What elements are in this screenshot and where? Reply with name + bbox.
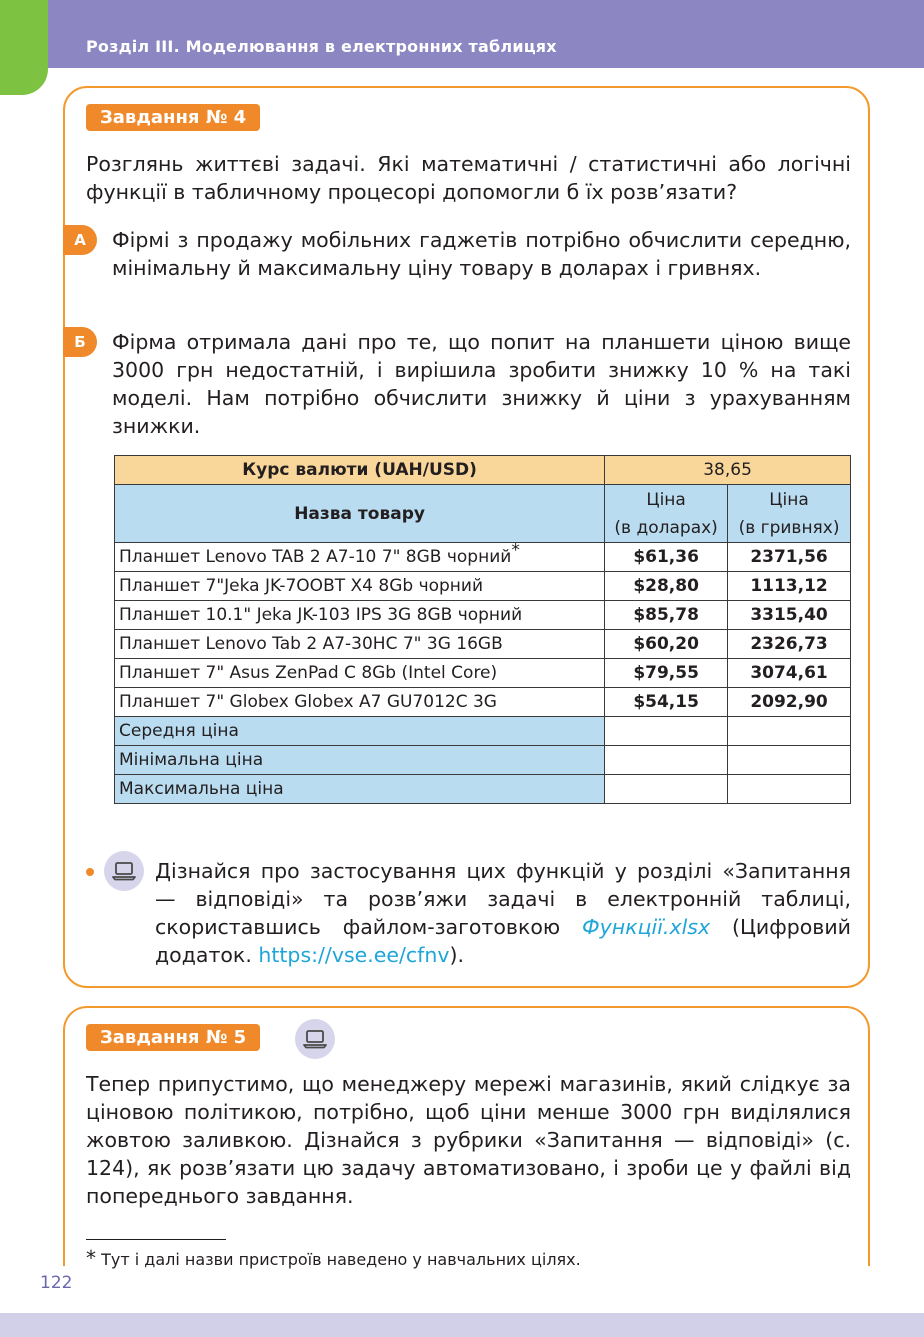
col-usd-header-line2: (в доларах) — [614, 517, 718, 538]
task4-intro: Розглянь життєві задачі. Які математичні / статистичні або логічні функції в табличному процесорі допомогли б їх розв’язати? — [86, 152, 851, 204]
price-usd: $60,20 — [605, 630, 728, 659]
summary-uah-max — [728, 775, 851, 804]
table-row — [115, 543, 851, 572]
price-uah: 2371,56 — [728, 543, 851, 572]
url-link[interactable]: https://vse.ee/cfnv — [258, 943, 450, 967]
summary-usd-average — [605, 717, 728, 746]
item-b-text: Фірма отримала дані про те, що попит на планшети ціною вище 3000 грн недостатній, і вирішила зробити знижку 10 % на такі моделі. Нам потрібно обчислити знижку й ціни з урахуванням знижки. — [112, 330, 851, 438]
table-row — [115, 601, 851, 630]
price-usd: $85,78 — [605, 601, 728, 630]
footnote — [86, 1246, 581, 1270]
summary-label-average: Середня ціна — [115, 717, 605, 746]
product-name: Планшет Lenovo Tab 2 A7-30HC 7" 3G 16GB — [115, 630, 605, 659]
footnote-divider — [86, 1239, 226, 1240]
summary-row-average — [115, 717, 851, 746]
summary-uah-average — [728, 717, 851, 746]
product-name: Планшет 7" Asus ZenPad C 8Gb (Intel Core) — [115, 659, 605, 688]
col-name-header: Назва товару — [115, 485, 605, 543]
summary-usd-max — [605, 775, 728, 804]
summary-row-max — [115, 775, 851, 804]
price-uah: 2092,90 — [728, 688, 851, 717]
bullet-text — [155, 857, 851, 969]
col-uah-header-line1: Ціна — [769, 489, 809, 510]
laptop-icon — [104, 851, 144, 891]
price-table — [114, 455, 851, 804]
item-a-text: Фірмі з продажу мобільних гаджетів потрібно обчислити середню, мінімальну й максимальну ціну товару в доларах і гривнях. — [112, 228, 851, 280]
footnote-mark: * — [511, 540, 520, 561]
header-bar — [0, 0, 924, 68]
bullet-dot — [86, 868, 94, 876]
laptop-icon — [295, 1019, 335, 1059]
page-number: 122 — [40, 1273, 73, 1293]
footnote-star: * — [86, 1246, 96, 1270]
summary-usd-min — [605, 746, 728, 775]
product-name: Планшет 10.1" Jeka JK-103 IPS 3G 8GB чорний — [115, 601, 605, 630]
task5-label: Завдання № 5 — [86, 1024, 260, 1051]
rate-label: Курс валюти (UAH/USD) — [115, 456, 605, 485]
price-usd: $28,80 — [605, 572, 728, 601]
col-usd-header — [605, 485, 728, 543]
price-uah: 3315,40 — [728, 601, 851, 630]
bullet-text-middle: (Цифровий додаток. — [155, 915, 852, 967]
col-uah-header-line2: (в гривнях) — [738, 517, 840, 538]
task4-label: Завдання № 4 — [86, 104, 260, 131]
product-name: Планшет Lenovo TAB 2 A7-10 7" 8GB чорний — [119, 547, 512, 567]
col-uah-header — [728, 485, 851, 543]
summary-row-min — [115, 746, 851, 775]
table-row — [115, 630, 851, 659]
header-row — [115, 485, 851, 543]
chapter-title: Розділ III. Моделювання в електронних таблицях — [86, 37, 557, 56]
rate-value: 38,65 — [605, 456, 851, 485]
item-a-marker: А — [63, 225, 97, 255]
rate-row — [115, 456, 851, 485]
price-usd: $79,55 — [605, 659, 728, 688]
bottom-bar — [0, 1313, 924, 1337]
bullet-text-before: Дізнайся про застосування цих функцій у розділі «Запитання — відповіді» та розв’яжи задачі в електронній таблиці, скориставшись файлом-заготовкою — [155, 859, 851, 939]
price-uah: 1113,12 — [728, 572, 851, 601]
summary-label-max: Максимальна ціна — [115, 775, 605, 804]
product-name: Планшет 7" Globex Globex A7 GU7012C 3G — [115, 688, 605, 717]
price-uah: 2326,73 — [728, 630, 851, 659]
product-name: Планшет 7"Jeka JK-7OOBT X4 8Gb чорний — [115, 572, 605, 601]
task5-text: Тепер припустимо, що менеджеру мережі магазинів, який слідкує за ціновою політикою, потрібно, щоб ціни менше 3000 грн виділялися жовтою заливкою. Дізнайся з рубрики «Запитання — відповіді» (с. 124), як розв’язати цю задачу автоматизовано, і зроби це у файлі від попереднього завдання. — [86, 1072, 851, 1208]
table-row — [115, 572, 851, 601]
item-b-marker: Б — [63, 327, 97, 357]
price-usd: $54,15 — [605, 688, 728, 717]
file-link[interactable]: Функції.xlsx — [582, 915, 711, 939]
table-row — [115, 659, 851, 688]
col-usd-header-line1: Ціна — [646, 489, 686, 510]
product-name-cell — [115, 540, 605, 572]
summary-uah-min — [728, 746, 851, 775]
bullet-text-after: ). — [449, 943, 465, 967]
price-uah: 3074,61 — [728, 659, 851, 688]
table-row — [115, 688, 851, 717]
summary-label-min: Мінімальна ціна — [115, 746, 605, 775]
chapter-tab — [0, 0, 48, 95]
price-usd: $61,36 — [605, 543, 728, 572]
footnote-text: Тут і далі назви пристроїв наведено у навчальних цілях. — [96, 1250, 581, 1269]
